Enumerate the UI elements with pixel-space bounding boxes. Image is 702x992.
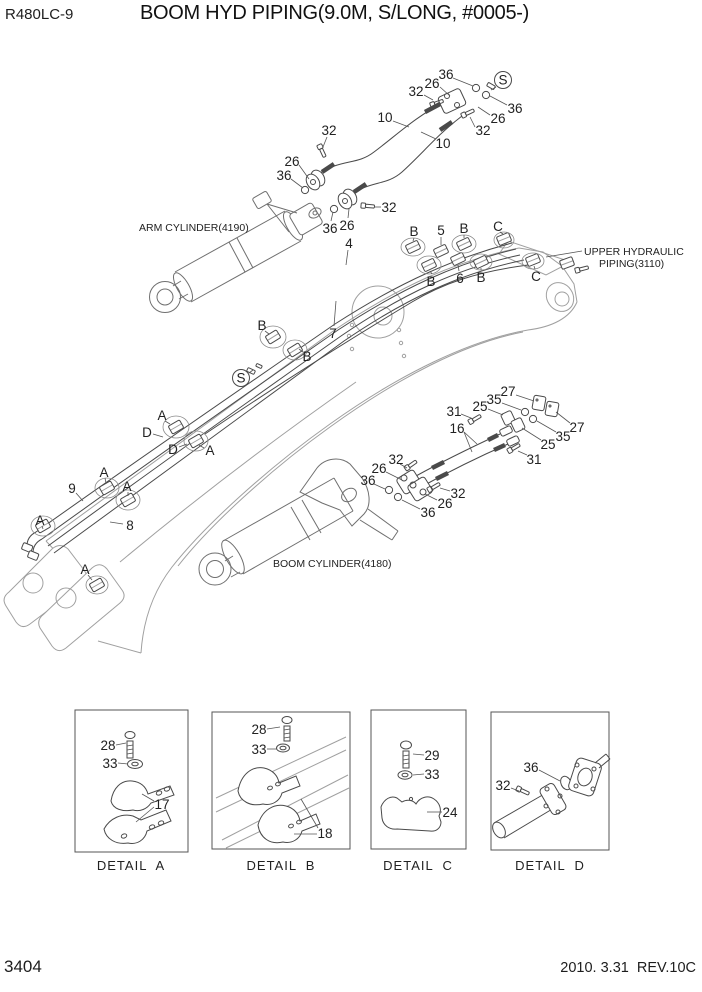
part-callout: 24 xyxy=(442,805,458,820)
leader-line xyxy=(331,212,333,221)
part-callout: 33 xyxy=(424,767,440,782)
leader-line xyxy=(346,250,348,265)
part-callout: B xyxy=(476,270,486,285)
detail-label: DETAIL B xyxy=(246,858,316,873)
part-callout: 36 xyxy=(322,221,338,236)
leader-line xyxy=(334,301,336,326)
leader-line xyxy=(299,165,309,179)
leader-line xyxy=(153,434,163,437)
leader-line xyxy=(488,409,503,415)
arm-cylinder xyxy=(150,191,324,313)
revision-date: 2010. 3.31 REV.10C xyxy=(560,960,696,976)
leader-line xyxy=(116,743,126,745)
machine-label: PIPING(3110) xyxy=(599,258,665,270)
part-callout: 29 xyxy=(424,748,440,763)
part-callout: 35 xyxy=(555,429,571,444)
part-callout: 16 xyxy=(449,421,465,436)
leader-line xyxy=(556,412,570,423)
leader-line xyxy=(440,488,450,491)
part-callout: 36 xyxy=(507,101,523,116)
leader-line xyxy=(386,472,402,480)
leader-line xyxy=(522,428,541,440)
part-callout: 32 xyxy=(475,123,491,138)
part-callout: 36 xyxy=(420,505,436,520)
detail-label: DETAIL A xyxy=(96,858,166,873)
page-title: BOOM HYD PIPING(9.0M, S/LONG, #0005-) xyxy=(140,2,530,24)
leader-line xyxy=(393,121,409,127)
part-callout: 7 xyxy=(329,326,337,341)
boom-web-holes xyxy=(347,323,405,357)
leader-line xyxy=(453,78,473,86)
leader-line xyxy=(537,421,556,432)
leader-line xyxy=(413,754,424,755)
leader-line xyxy=(478,107,490,115)
part-callout: 32 xyxy=(495,778,511,793)
leader-line xyxy=(516,395,534,401)
part-callout: 26 xyxy=(437,496,453,511)
circled-callout: S xyxy=(498,72,508,88)
part-callout: 28 xyxy=(251,722,267,737)
part-callout: 32 xyxy=(321,123,337,138)
part-callout: 33 xyxy=(102,756,118,771)
part-callout: 18 xyxy=(317,826,333,841)
machine-label: UPPER HYDRAULIC xyxy=(584,246,684,258)
part-callout: D xyxy=(142,425,152,440)
detail-box-a xyxy=(75,710,188,852)
part-callout: 32 xyxy=(408,84,424,99)
part-callout: 8 xyxy=(126,518,134,533)
part-callout: 6 xyxy=(456,271,464,286)
part-callout: 26 xyxy=(339,218,355,233)
leader-line xyxy=(323,137,327,147)
clamp-highlight-circles xyxy=(31,232,544,594)
leader-line xyxy=(374,484,385,489)
leader-line xyxy=(291,179,303,188)
part-callout: D xyxy=(168,442,178,457)
part-callout: 27 xyxy=(569,420,585,435)
part-callout: A xyxy=(122,479,132,494)
part-callout: 17 xyxy=(154,797,170,812)
part-callout: 31 xyxy=(446,404,462,419)
leader-line xyxy=(502,403,521,410)
circled-callout: S xyxy=(236,370,246,386)
part-callout: 35 xyxy=(486,392,502,407)
part-callout: C xyxy=(531,269,541,284)
part-callout: 36 xyxy=(523,760,539,775)
part-callout: 26 xyxy=(284,154,300,169)
part-callout: B xyxy=(257,318,267,333)
leader-line xyxy=(539,770,560,781)
machine-label: ARM CYLINDER(4190) xyxy=(139,222,249,234)
hose-pair-10 xyxy=(301,82,495,212)
leader-line xyxy=(511,788,519,791)
part-callout: A xyxy=(80,562,90,577)
part-callout: 26 xyxy=(371,461,387,476)
part-callout: 28 xyxy=(100,738,116,753)
part-callout: B xyxy=(459,221,469,236)
machine-label: BOOM CYLINDER(4180) xyxy=(273,558,392,570)
part-callout: B xyxy=(302,349,312,364)
leader-line xyxy=(461,414,471,418)
part-callout: A xyxy=(205,443,215,458)
part-callout: 9 xyxy=(68,481,76,496)
part-callout: A xyxy=(35,513,45,528)
part-callout: 10 xyxy=(435,136,451,151)
boom-body xyxy=(4,241,579,653)
leader-line xyxy=(470,117,475,127)
part-callout: 26 xyxy=(424,76,440,91)
part-callout: 5 xyxy=(437,223,445,238)
detail-box-c xyxy=(371,710,466,849)
leader-line xyxy=(464,432,477,444)
leader-line xyxy=(424,95,433,100)
part-callout: 10 xyxy=(377,110,393,125)
part-callout: 25 xyxy=(472,399,488,414)
leader-line xyxy=(348,209,349,218)
part-callout: A xyxy=(157,408,167,423)
part-callout: 27 xyxy=(500,384,516,399)
part-callout: 36 xyxy=(438,67,454,82)
part-callout: 32 xyxy=(388,452,404,467)
part-callout: 26 xyxy=(490,111,506,126)
part-callout: 36 xyxy=(360,473,376,488)
boom-pipe-bundle xyxy=(21,243,528,561)
leader-line xyxy=(110,522,123,524)
part-callout: 4 xyxy=(345,236,353,251)
part-callout: 32 xyxy=(381,200,397,215)
leader-line xyxy=(249,370,253,373)
part-callout: 33 xyxy=(251,742,267,757)
leader-line xyxy=(546,251,582,257)
part-callout: 32 xyxy=(450,486,466,501)
leader-line xyxy=(425,494,437,500)
part-callout: 31 xyxy=(526,452,542,467)
detail-label: DETAIL C xyxy=(383,858,453,873)
model-code: R480LC-9 xyxy=(5,6,74,23)
part-callout: 36 xyxy=(276,168,292,183)
leader-line xyxy=(118,763,128,764)
part-callout: C xyxy=(493,219,503,234)
leader-lines xyxy=(42,78,585,834)
leader-line xyxy=(490,96,507,105)
boom-foot xyxy=(4,546,124,651)
detail-label: DETAIL D xyxy=(515,858,585,873)
part-callout: B xyxy=(426,274,436,289)
leader-line xyxy=(76,493,83,501)
leader-line xyxy=(413,774,424,775)
page-number: 3404 xyxy=(4,957,42,976)
part-callout: B xyxy=(409,224,419,239)
part-callout: 25 xyxy=(540,437,556,452)
part-callout: A xyxy=(99,465,109,480)
leader-line xyxy=(267,727,280,729)
leader-line xyxy=(421,132,436,139)
